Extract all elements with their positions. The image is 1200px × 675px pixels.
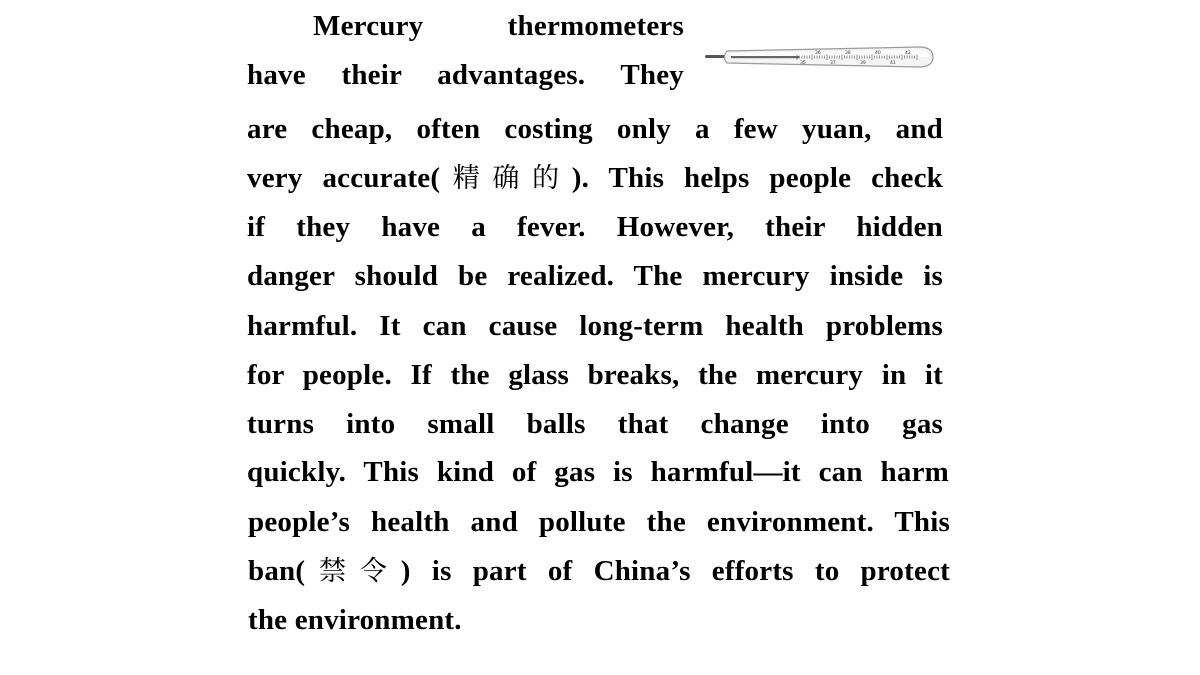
scale-label: 40 bbox=[875, 51, 881, 56]
scale-label: 41 bbox=[890, 61, 896, 66]
scale-label: 36 bbox=[815, 51, 821, 56]
passage-line: quickly. This kind of gas is harmful—it can harm bbox=[247, 456, 949, 488]
scale-label: 35 bbox=[800, 61, 806, 66]
scale-label: 37 bbox=[830, 61, 836, 66]
passage-line: very accurate(精确的). This helps people check bbox=[247, 162, 943, 194]
passage-line: the environment. bbox=[248, 604, 462, 636]
passage-line: people’s health and pollute the environment. This bbox=[248, 506, 950, 538]
passage-line: for people. If the glass breaks, the mercury in it bbox=[247, 359, 943, 391]
passage-line: danger should be realized. The mercury inside is bbox=[247, 260, 943, 292]
scale-label: 42 bbox=[905, 51, 911, 56]
passage-line: ban(禁令) is part of China’s efforts to protect bbox=[248, 555, 950, 587]
thermometer-icon bbox=[705, 44, 935, 70]
passage-line: turns into small balls that change into gas bbox=[247, 408, 943, 440]
passage-line: Mercury thermometers bbox=[313, 10, 684, 42]
scale-label: 38 bbox=[845, 51, 851, 56]
passage-line: harmful. It can cause long-term health problems bbox=[247, 310, 943, 342]
thermometer-mercury bbox=[731, 56, 799, 58]
passage-line: are cheap, often costing only a few yuan, and bbox=[247, 113, 943, 145]
passage-line: have their advantages. They bbox=[247, 59, 684, 91]
scale-label: 39 bbox=[860, 61, 866, 66]
passage-line: if they have a fever. However, their hidden bbox=[247, 211, 943, 243]
